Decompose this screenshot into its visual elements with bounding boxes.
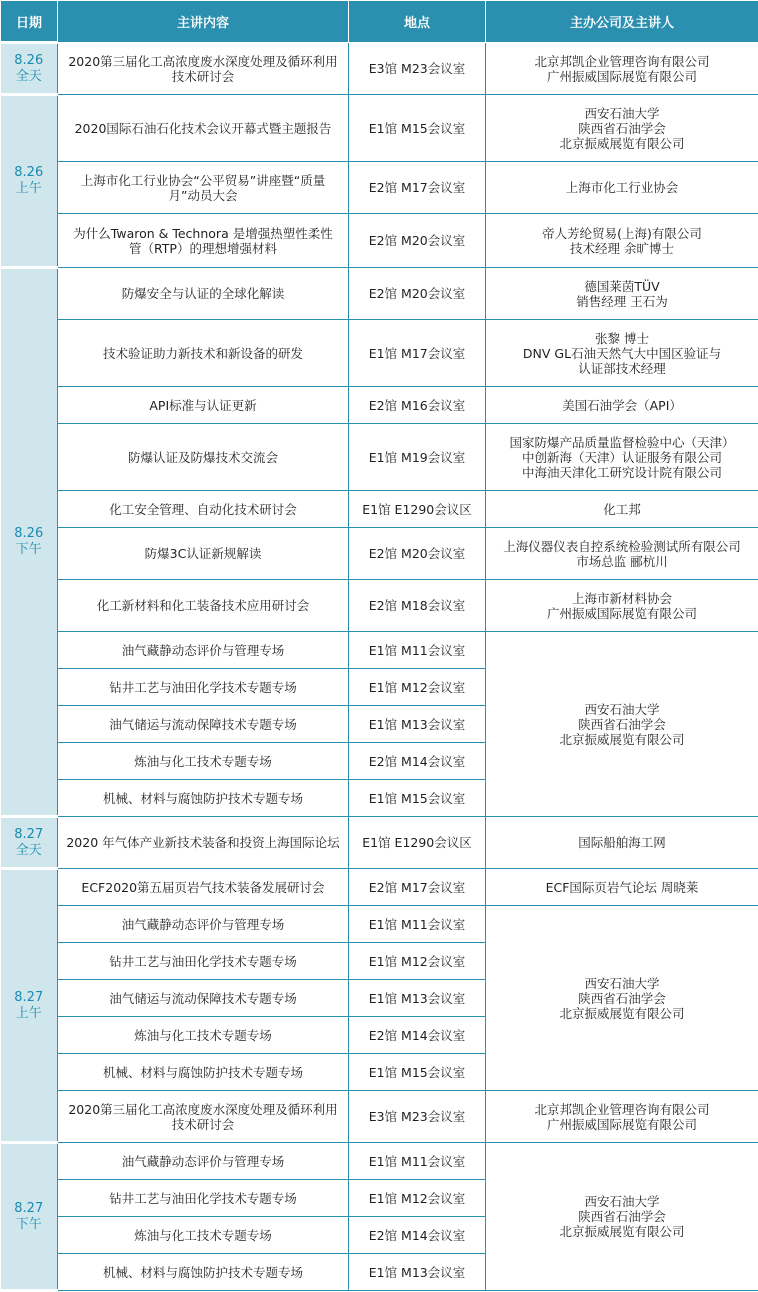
venue-cell: E1馆 M15会议室 <box>349 1054 486 1091</box>
topic-cell: 钻井工艺与油田化学技术专题专场 <box>58 943 349 980</box>
table-row <box>1 1143 758 1180</box>
venue-cell: E1馆 M13会议室 <box>349 980 486 1017</box>
topic-cell: 2020第三届化工高浓度废水深度处理及循环利用 技术研讨会 <box>58 1091 349 1143</box>
host-cell: 德国莱茵TÜV 销售经理 王石为 <box>486 268 758 320</box>
venue-cell: E1馆 M13会议室 <box>349 1254 486 1291</box>
venue-cell: E2馆 M17会议室 <box>349 869 486 906</box>
table-row <box>1 580 758 632</box>
table-row <box>1 491 758 528</box>
venue-cell: E2馆 M20会议室 <box>349 528 486 580</box>
venue-cell: E1馆 M12会议室 <box>349 669 486 706</box>
venue-cell: E2馆 M14会议室 <box>349 1017 486 1054</box>
venue-cell: E2馆 M17会议室 <box>349 162 486 214</box>
topic-cell: 炼油与化工技术专题专场 <box>58 1217 349 1254</box>
host-cell: 上海仪器仪表自控系统检验测试所有限公司 市场总监 郦杭川 <box>486 528 758 580</box>
host-cell: 西安石油大学 陕西省石油学会 北京振威展览有限公司 <box>486 906 758 1091</box>
venue-cell: E1馆 M11会议室 <box>349 1143 486 1180</box>
topic-cell: 钻井工艺与油田化学技术专题专场 <box>58 669 349 706</box>
host-cell: 国际船舶海工网 <box>486 817 758 869</box>
venue-cell: E3馆 M23会议室 <box>349 1091 486 1143</box>
date-cell: 8.26 上午 <box>1 95 58 268</box>
venue-cell: E1馆 M13会议室 <box>349 706 486 743</box>
venue-cell: E1馆 M11会议室 <box>349 906 486 943</box>
venue-cell: E1馆 M15会议室 <box>349 780 486 817</box>
table-row <box>1 214 758 268</box>
topic-cell: 机械、材料与腐蚀防护技术专题专场 <box>58 1054 349 1091</box>
topic-cell: 油气储运与流动保障技术专题专场 <box>58 980 349 1017</box>
topic-cell: 炼油与化工技术专题专场 <box>58 1017 349 1054</box>
venue-cell: E1馆 E1290会议区 <box>349 491 486 528</box>
table-row <box>1 424 758 491</box>
table-row <box>1 162 758 214</box>
topic-cell: 上海市化工行业协会“公平贸易”讲座暨“质量 月”动员大会 <box>58 162 349 214</box>
venue-cell: E2馆 M20会议室 <box>349 214 486 268</box>
host-cell: 国家防爆产品质量监督检验中心（天津） 中创新海（天津）认证服务有限公司 中海油天津化工研究设计院有限公司 <box>486 424 758 491</box>
venue-cell: E1馆 M12会议室 <box>349 1180 486 1217</box>
table-row <box>1 387 758 424</box>
topic-cell: 油气藏静动态评价与管理专场 <box>58 632 349 669</box>
topic-cell: API标准与认证更新 <box>58 387 349 424</box>
host-cell: 美国石油学会（API） <box>486 387 758 424</box>
topic-cell: 2020 年气体产业新技术装备和投资上海国际论坛 <box>58 817 349 869</box>
topic-cell: 油气储运与流动保障技术专题专场 <box>58 706 349 743</box>
date-cell: 8.27 下午 <box>1 1143 58 1291</box>
topic-cell: 化工新材料和化工装备技术应用研讨会 <box>58 580 349 632</box>
host-cell: 西安石油大学 陕西省石油学会 北京振威展览有限公司 <box>486 1143 758 1291</box>
topic-cell: 油气藏静动态评价与管理专场 <box>58 906 349 943</box>
table-row <box>1 817 758 869</box>
topic-cell: 为什么Twaron & Technora 是增强热塑性柔性 管（RTP）的理想增强材料 <box>58 214 349 268</box>
date-cell: 8.27 上午 <box>1 869 58 1143</box>
topic-cell: 炼油与化工技术专题专场 <box>58 743 349 780</box>
table-row <box>1 320 758 387</box>
topic-cell: 防爆3C认证新规解读 <box>58 528 349 580</box>
header-topic: 主讲内容 <box>58 1 349 43</box>
venue-cell: E2馆 M18会议室 <box>349 580 486 632</box>
topic-cell: 机械、材料与腐蚀防护技术专题专场 <box>58 780 349 817</box>
host-cell: ECF国际页岩气论坛 周晓莱 <box>486 869 758 906</box>
venue-cell: E2馆 M20会议室 <box>349 268 486 320</box>
header-host: 主办公司及主讲人 <box>486 1 758 43</box>
topic-cell: 油气藏静动态评价与管理专场 <box>58 1143 349 1180</box>
table-row <box>1 1091 758 1143</box>
header-venue: 地点 <box>349 1 486 43</box>
venue-cell: E2馆 M14会议室 <box>349 1217 486 1254</box>
topic-cell: 机械、材料与腐蚀防护技术专题专场 <box>58 1254 349 1291</box>
table-row <box>1 869 758 906</box>
host-cell: 北京邦凯企业管理咨询有限公司 广州振威国际展览有限公司 <box>486 43 758 95</box>
date-cell: 8.27 全天 <box>1 817 58 869</box>
venue-cell: E2馆 M16会议室 <box>349 387 486 424</box>
host-cell: 帝人芳纶贸易(上海)有限公司 技术经理 余旷博士 <box>486 214 758 268</box>
table-row <box>1 268 758 320</box>
topic-cell: ECF2020第五届页岩气技术装备发展研讨会 <box>58 869 349 906</box>
topic-cell: 化工安全管理、自动化技术研讨会 <box>58 491 349 528</box>
venue-cell: E1馆 M19会议室 <box>349 424 486 491</box>
host-cell: 西安石油大学 陕西省石油学会 北京振威展览有限公司 <box>486 632 758 817</box>
topic-cell: 技术验证助力新技术和新设备的研发 <box>58 320 349 387</box>
host-cell: 上海市新材料协会 广州振威国际展览有限公司 <box>486 580 758 632</box>
table-row <box>1 906 758 943</box>
date-cell: 8.26 下午 <box>1 268 58 817</box>
venue-cell: E3馆 M23会议室 <box>349 43 486 95</box>
host-cell: 张黎 博士 DNV GL石油天然气大中国区验证与 认证部技术经理 <box>486 320 758 387</box>
table-row <box>1 632 758 669</box>
topic-cell: 2020第三届化工高浓度废水深度处理及循环利用 技术研讨会 <box>58 43 349 95</box>
table-row <box>1 95 758 162</box>
topic-cell: 2020国际石油石化技术会议开幕式暨主题报告 <box>58 95 349 162</box>
venue-cell: E1馆 M11会议室 <box>349 632 486 669</box>
venue-cell: E1馆 M15会议室 <box>349 95 486 162</box>
topic-cell: 钻井工艺与油田化学技术专题专场 <box>58 1180 349 1217</box>
venue-cell: E1馆 M12会议室 <box>349 943 486 980</box>
host-cell: 上海市化工行业协会 <box>486 162 758 214</box>
host-cell: 西安石油大学 陕西省石油学会 北京振威展览有限公司 <box>486 95 758 162</box>
venue-cell: E2馆 M14会议室 <box>349 743 486 780</box>
topic-cell: 防爆认证及防爆技术交流会 <box>58 424 349 491</box>
venue-cell: E1馆 M17会议室 <box>349 320 486 387</box>
host-cell: 北京邦凯企业管理咨询有限公司 广州振威国际展览有限公司 <box>486 1091 758 1143</box>
table-row <box>1 528 758 580</box>
header-date: 日期 <box>1 1 58 43</box>
topic-cell: 防爆安全与认证的全球化解读 <box>58 268 349 320</box>
header-row <box>1 1 758 43</box>
venue-cell: E1馆 E1290会议区 <box>349 817 486 869</box>
date-cell: 8.26 全天 <box>1 43 58 95</box>
table-row <box>1 43 758 95</box>
host-cell: 化工邦 <box>486 491 758 528</box>
